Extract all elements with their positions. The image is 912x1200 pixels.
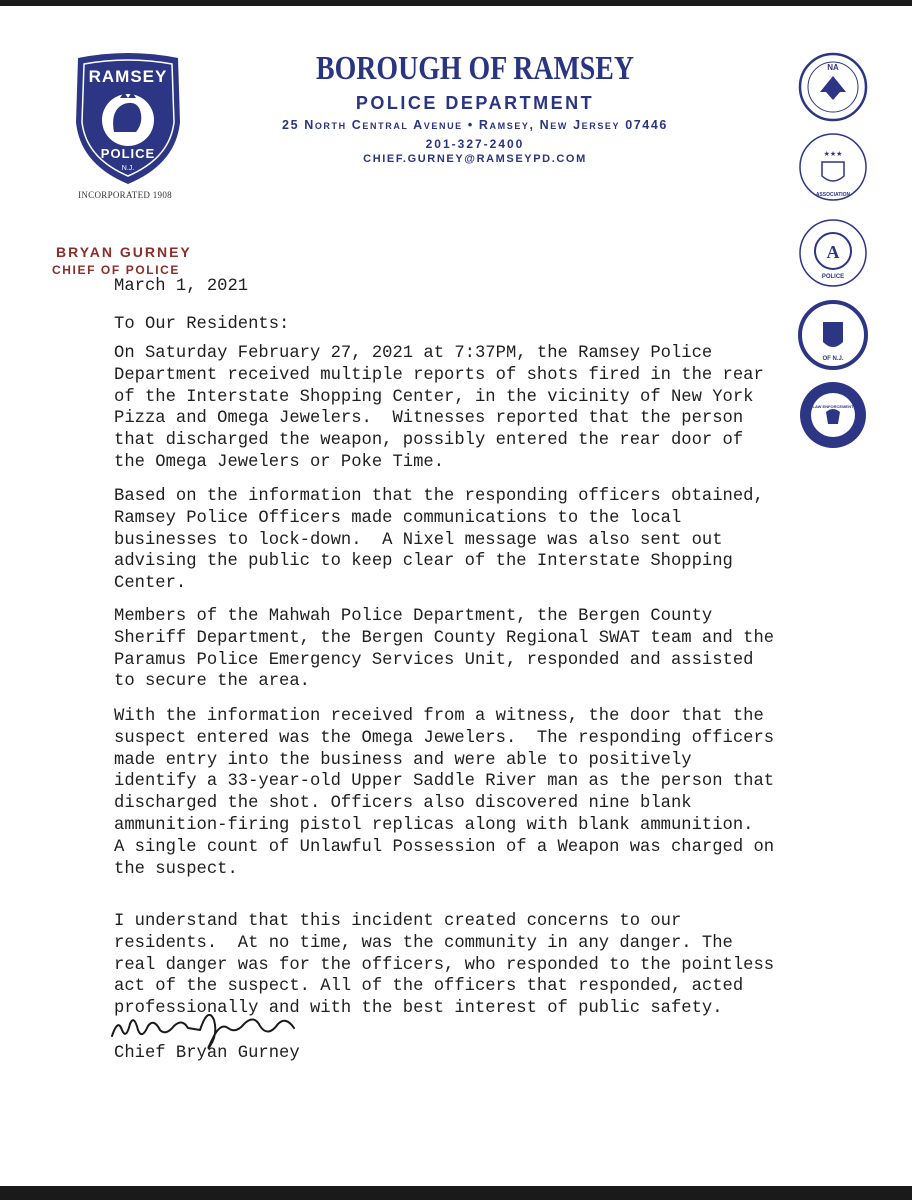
seal-4-text: OF N.J. [822,356,844,362]
seal-3-text: POLICE [821,274,845,280]
letter-paragraph-1: On Saturday February 27, 2021 at 7:37PM, the Ramsey Police Department received multiple reports of shots fired in the rear of the Interstate Shopping Center, in the vicinity of New York Pizza and Omega Jewelers. Witnesses reported that the person that discharged the weapon, possibly entered the rear door of the Omega Jewelers or Poke Time. [114,344,764,472]
letter-paragraph-5: I understand that this incident created concerns to our residents. At no time, was the community in any danger. The real danger was for the officers, who responded to the pointless act of the suspect. All of the officers that responded, acted professionally and with the best interest of public safety. [114,912,775,1019]
letterhead-address: 25 North Central Avenue • Ramsey, New Jersey 07446 [282,118,668,132]
letterhead-title: BOROUGH OF RAMSEY [315,50,635,87]
letter-paragraph-4: With the information received from a witness, the door that the suspect entered was the Omega Jewelers. The responding officers made entry into the business and were able to positively identify a 33-year-old Upper Saddle River man as the person that discharged the shot. Officers also discovered nine blank ammunition-firing pistol replicas along with blank ammunition. A single count of Unlawful Possession of a Weapon was charged on the suspect. [114,707,775,879]
ramsey-police-badge-icon [70,52,186,188]
letter-paragraph-2: Based on the information that the responding officers obtained, Ramsey Police Officers made communications to the local businesses to lock-down. A Nixel message was also sent out advising the public to keep clear of the Interstate Shopping Center. [114,487,764,594]
bergen-county-chiefs-seal-icon [798,132,868,202]
letterhead-department: POLICE DEPARTMENT [355,93,595,113]
signature-name: Chief Bryan Gurney [114,1044,300,1063]
sender-title: CHIEF OF POLICE [52,263,181,277]
badge-state-text: N.J. [121,165,135,172]
seal-2-text: ASSOCIATION [815,192,851,198]
letterhead-email: CHIEF.GURNEY@RAMSEYPD.COM [363,153,587,165]
svg-text:★★★: ★★★ [823,151,843,158]
bottom-border [0,1186,912,1200]
badge-bottom-text: POLICE [100,146,156,161]
incorporated-year: INCORPORATED 1908 [78,190,172,200]
letter-date: March 1, 2021 [114,277,249,296]
seal-5-text: LAW ENFORCEMENT [812,404,854,409]
naa-seal-icon [798,52,868,122]
iacp-seal-icon [798,218,868,288]
svg-text:A: A [826,242,840,262]
seal-1-text: NA [827,63,839,72]
letterhead-phone: 201-327-2400 [425,137,525,151]
letter-salutation: To Our Residents: [114,315,290,334]
badge-top-text: RAMSEY [88,67,168,86]
sender-name: BRYAN GURNEY [56,244,192,260]
top-border [0,0,912,6]
letter-paragraph-3: Members of the Mahwah Police Department, the Bergen County Sheriff Department, the Bergen County Regional SWAT team and the Paramus Police Emergency Services Unit, responded and assisted to secure the area. [114,607,775,692]
